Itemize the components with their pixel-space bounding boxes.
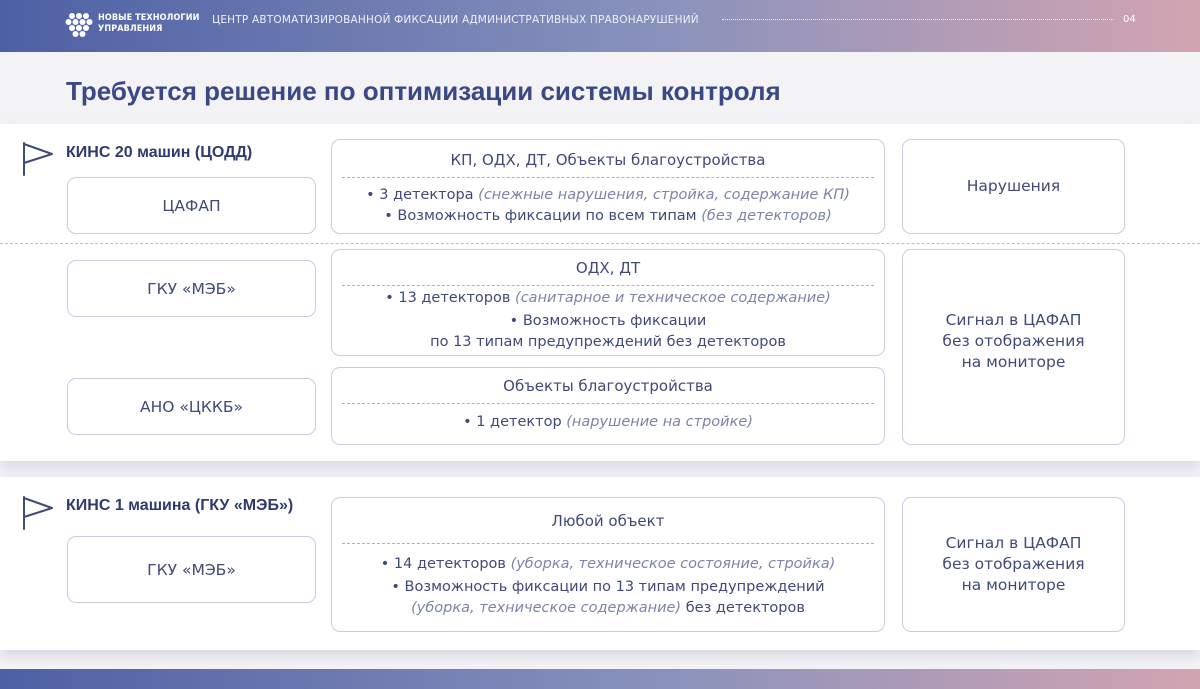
logo-line-1: НОВЫЕ ТЕХНОЛОГИИ (98, 13, 200, 23)
result-box-violations (902, 139, 1125, 234)
org-label: АНО «ЦККБ» (139, 397, 244, 416)
dashed-separator (342, 543, 874, 544)
detail-line (332, 412, 884, 433)
objects-details (332, 185, 884, 227)
company-logo-text (98, 13, 199, 35)
objects-header: Любой объект (551, 512, 665, 530)
org-label: ЦАФАП (162, 196, 221, 215)
dashed-separator (342, 285, 874, 286)
detail-line (332, 598, 884, 619)
detail-note: (снежные нарушения, стройка, содержание КП) (478, 187, 850, 203)
result-box-signal-2 (902, 497, 1125, 632)
page-title: Требуется решение по оптимизации системы контроля (66, 76, 781, 106)
detail-note: (нарушение на стройке) (566, 414, 753, 430)
detail-main: без детекторов (681, 600, 805, 616)
org-box-gku-meb-2 (67, 536, 316, 603)
objects-details (332, 288, 884, 353)
detail-note: (уборка, техническое содержание) (411, 600, 682, 616)
result-text (942, 533, 1084, 596)
detail-main: • 1 детектор (463, 414, 567, 430)
objects-header: ОДХ, ДТ (575, 259, 641, 277)
objects-details (332, 554, 884, 619)
dashed-separator (342, 403, 874, 404)
objects-box-section-2 (331, 497, 885, 632)
result-line: без отображения (942, 331, 1085, 350)
result-line: Сигнал в ЦАФАП (945, 310, 1082, 329)
detail-line (332, 185, 884, 206)
result-line: Сигнал в ЦАФАП (945, 534, 1082, 552)
result-box-signal-shared (902, 249, 1125, 445)
dashed-divider (0, 243, 1200, 244)
company-logo-icon (64, 11, 94, 41)
footer-bar (0, 669, 1200, 689)
header-bar (0, 0, 1200, 52)
detail-line: • Возможность фиксации по 13 типам предупреждений (391, 579, 825, 595)
detail-line: • Возможность фиксации (509, 313, 707, 329)
header-dotted-line (722, 19, 1114, 20)
detail-main: • 3 детектора (366, 187, 479, 203)
detail-line (332, 206, 884, 227)
detail-note: (без детекторов) (701, 208, 832, 224)
objects-details (332, 412, 884, 433)
detail-main: • 14 детекторов (380, 556, 511, 572)
result-line: без отображения (942, 555, 1085, 573)
org-box-ano-cckb (67, 378, 316, 435)
result-text (942, 310, 1084, 373)
header-title: ЦЕНТР АВТОМАТИЗИРОВАННОЙ ФИКСАЦИИ АДМИНИСТРАТИВНЫХ ПРАВОНАРУШЕНИЙ (212, 14, 699, 26)
objects-header: Объекты благоустройства (503, 377, 713, 395)
org-label: ГКУ «МЭБ» (147, 560, 236, 579)
objects-box-row-3 (331, 367, 885, 445)
section-2-label: КИНС 1 машина (ГКУ «МЭБ») (66, 497, 294, 514)
logo-line-2: УПРАВЛЕНИЯ (98, 24, 163, 34)
detail-note: (санитарное и техническое содержание) (515, 290, 831, 306)
detail-line: по 13 типам предупреждений без детекторов (430, 334, 786, 350)
detail-line (332, 554, 884, 575)
result-line: на мониторе (961, 352, 1066, 371)
page-number: 04 (1123, 14, 1136, 25)
objects-header: КП, ОДХ, ДТ, Объекты благоустройства (450, 151, 766, 169)
detail-main: • Возможность фиксации по всем типам (384, 208, 702, 224)
org-label: ГКУ «МЭБ» (147, 279, 236, 298)
objects-box-row-2 (331, 249, 885, 356)
dashed-separator (342, 177, 874, 178)
flag-icon (21, 141, 55, 177)
detail-note: (уборка, техническое состояние, стройка) (510, 556, 836, 572)
result-label: Нарушения (966, 176, 1061, 195)
detail-main: • 13 детекторов (385, 290, 516, 306)
section-1-label: КИНС 20 машин (ЦОДД) (66, 144, 253, 161)
flag-icon (21, 495, 55, 531)
result-line: на мониторе (961, 576, 1066, 594)
objects-box-row-1 (331, 139, 885, 234)
detail-line (332, 288, 884, 309)
org-box-gku-meb (67, 260, 316, 317)
org-box-cafap (67, 177, 316, 234)
